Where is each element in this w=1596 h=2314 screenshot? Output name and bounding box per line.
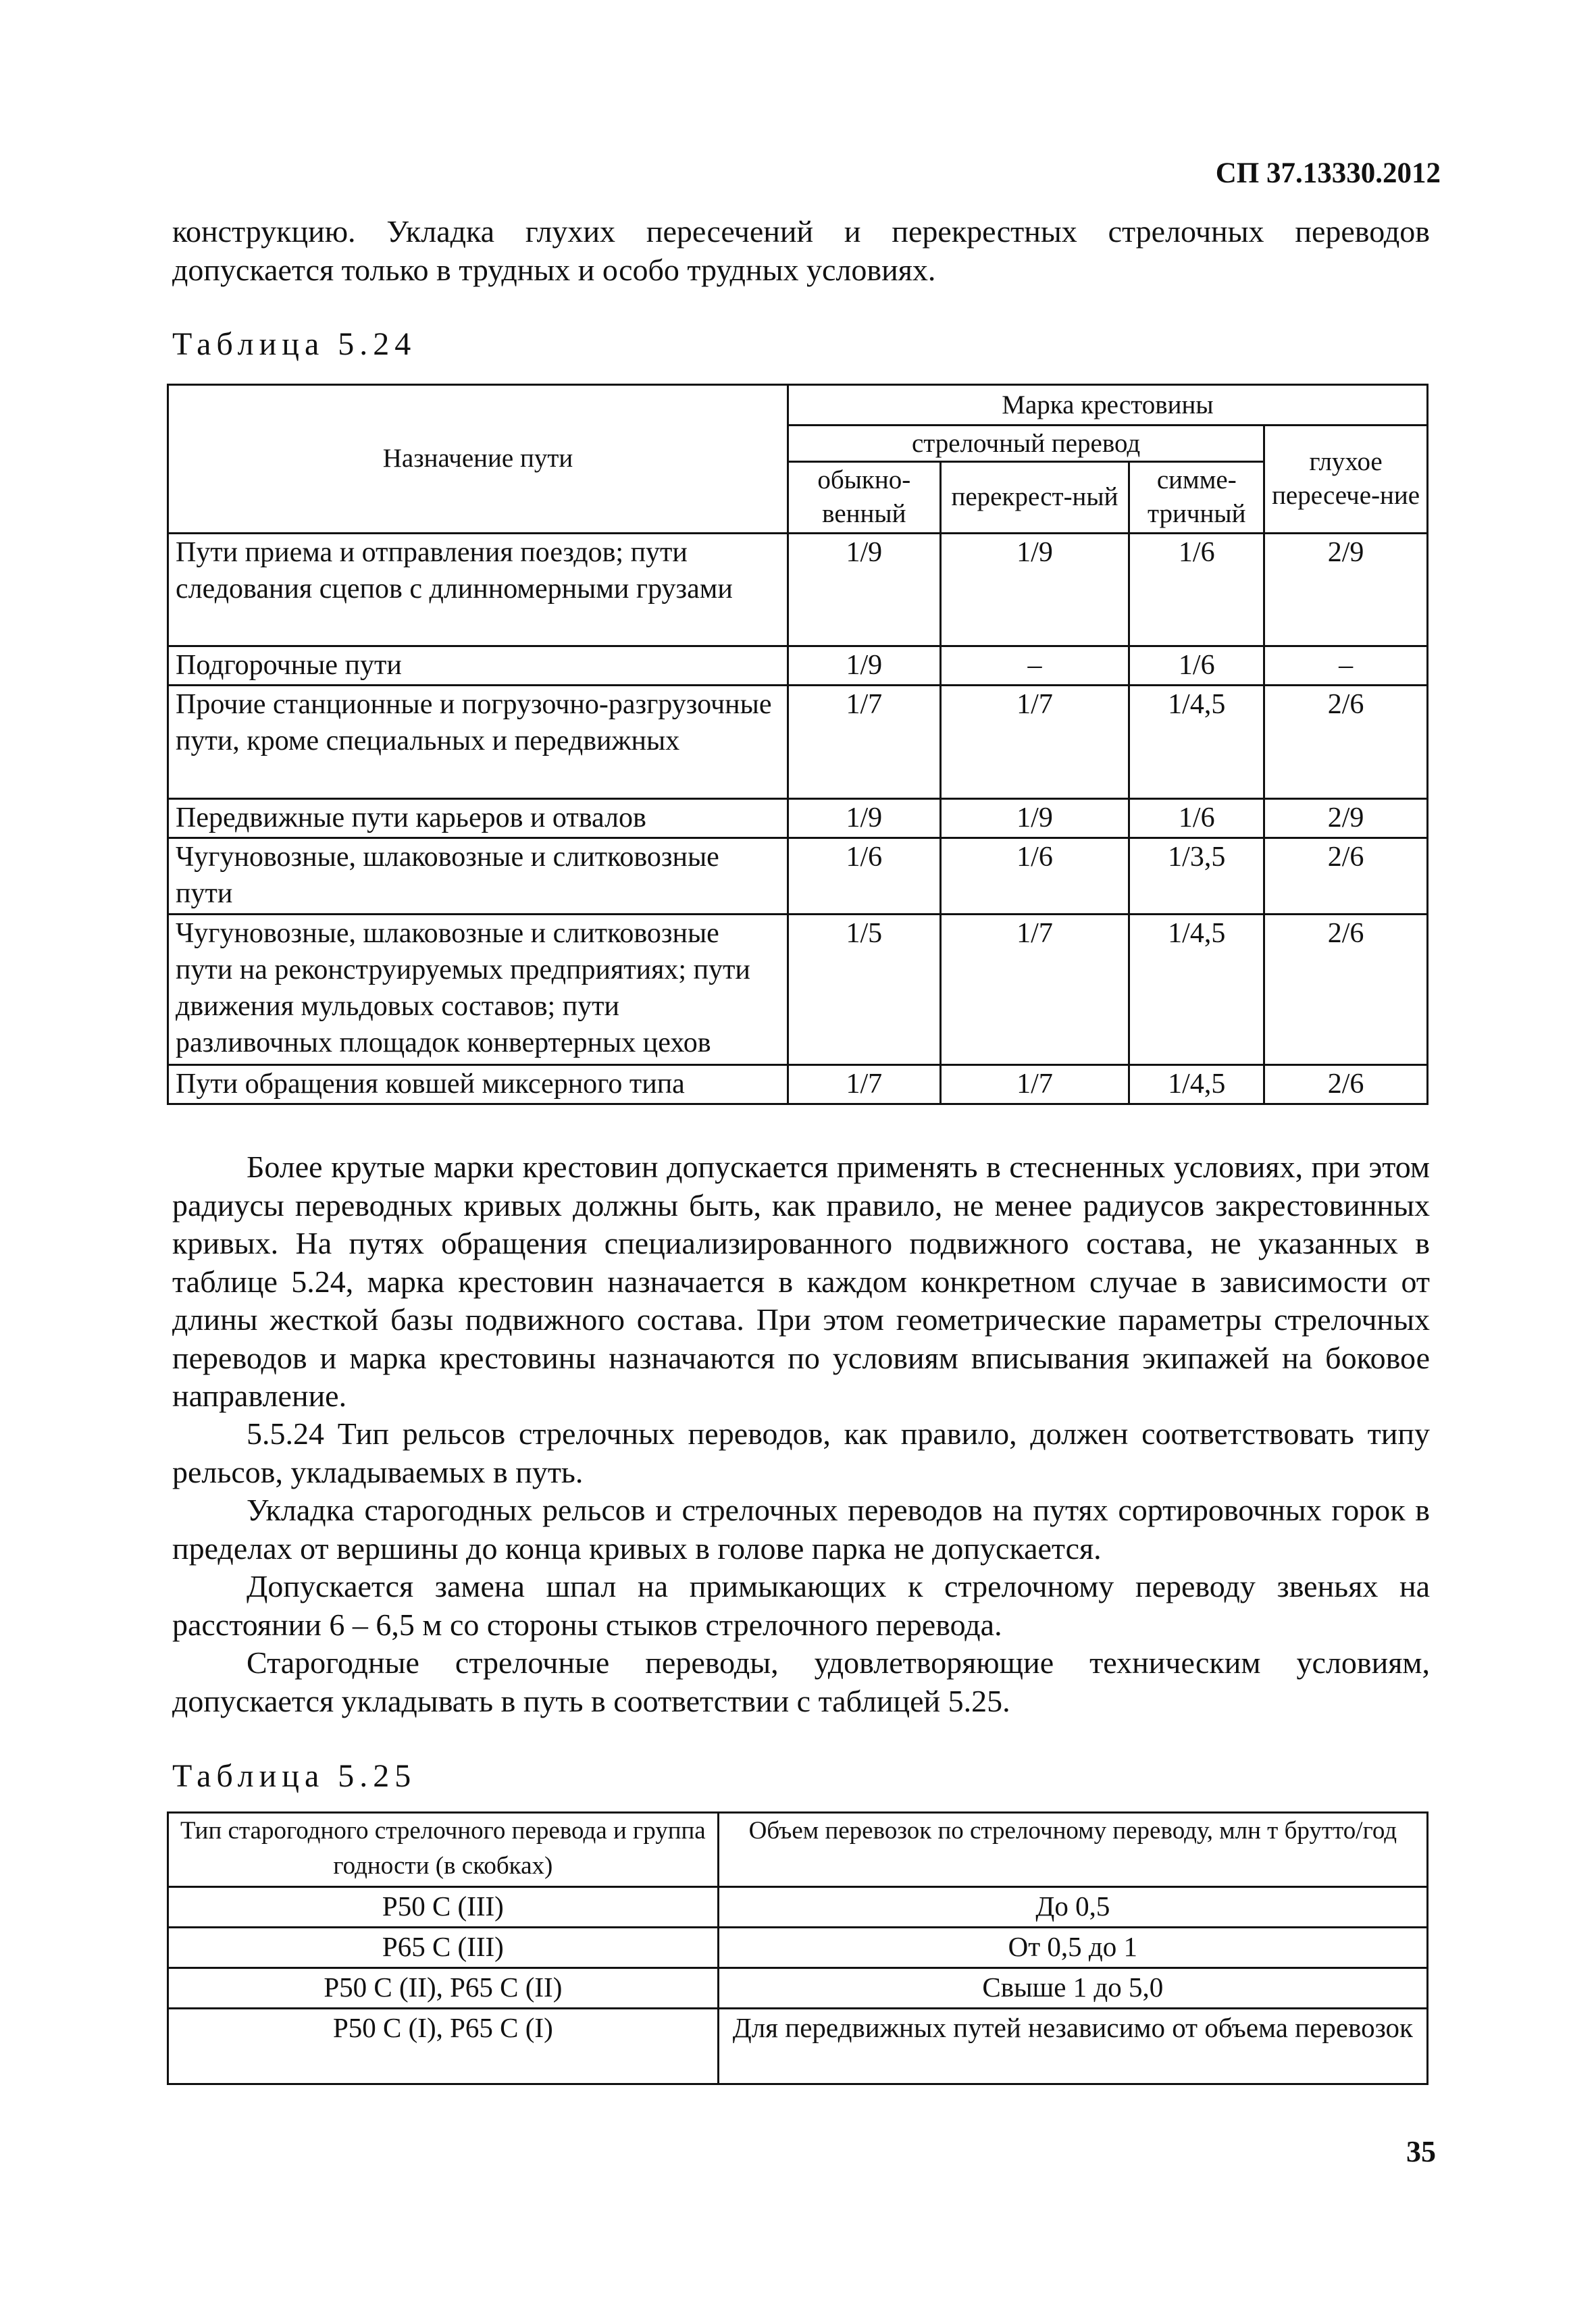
row-ordinary: 1/9 (788, 646, 940, 686)
row-symmetric: 1/4,5 (1129, 915, 1264, 1065)
paragraph-old-rails: Укладка старогодных рельсов и стрелочных переводов на путях сортировочных горок в пределах от вершины до конца кривых в голове парка не допускается. (172, 1493, 1430, 1566)
row-purpose: Прочие станционные и погрузочно-разгрузочные пути, кроме специальных и передвижных (168, 686, 788, 798)
table-row (168, 1887, 1428, 1928)
row-purpose: Пути приема и отправления поездов; пути следования сцепов с длинномерными грузами (168, 533, 788, 646)
table-row (168, 646, 1428, 686)
row-ordinary: 1/7 (788, 686, 940, 798)
row-ordinary: 1/7 (788, 1064, 940, 1104)
row-cross: 1/7 (940, 915, 1129, 1065)
document-code: СП 37.13330.2012 (1215, 157, 1441, 189)
row-diamond: – (1264, 646, 1428, 686)
header-cross: перекрест-ный (940, 462, 1129, 533)
table-row (168, 1064, 1428, 1104)
paragraph-sleepers: Допускается замена шпал на примыкающих к стрелочному переводу звеньях на расстоянии 6 – 6,5 м со стороны стыков стрелочного перевода. (172, 1569, 1430, 1642)
row-purpose: Подгорочные пути (168, 646, 788, 686)
header-turnout-type: Тип старогодного стрелочного перевода и группа годности (в скобках) (168, 1813, 719, 1887)
paragraph-old-turnouts: Старогодные стрелочные переводы, удовлетворяющие техническим условиям, допускается укладывать в путь в соответствии с таблицей 5.25. (172, 1645, 1430, 1718)
row-diamond: 2/9 (1264, 533, 1428, 646)
row-purpose: Передвижные пути карьеров и отвалов (168, 798, 788, 838)
paragraph-steep-frogs: Более крутые марки крестовин допускается применять в стесненных условиях, при этом радиусы переводных кривых должны быть, как правило, не менее радиусов закрестовинных кривых. На путях обращения специализированного подвижного состава, не указанных в таблице 5.24, марка крестовин назначается в каждом конкретном случае в зависимости от длины жесткой базы подвижного состава. При этом геометрические параметры стрелочных переводов и марка крестовины назначаются по условиям вписывания экипажей на боковое направление. (172, 1150, 1430, 1413)
page-number: 35 (1406, 2135, 1436, 2168)
table-row (168, 798, 1428, 838)
row-type: Р50 С (I), Р65 С (I) (168, 2009, 719, 2084)
table-5-24 (167, 384, 1428, 1105)
row-symmetric: 1/4,5 (1129, 1064, 1264, 1104)
table-row (168, 686, 1428, 798)
row-symmetric: 1/6 (1129, 646, 1264, 686)
row-volume: До 0,5 (718, 1887, 1427, 1928)
header-diamond: глухое пересече-ние (1264, 426, 1428, 533)
table-row (168, 2009, 1428, 2084)
row-diamond: 2/6 (1264, 686, 1428, 798)
row-symmetric: 1/6 (1129, 798, 1264, 838)
header-traffic-volume: Объем перевозок по стрелочному переводу, млн т брутто/год (718, 1813, 1427, 1887)
row-diamond: 2/6 (1264, 838, 1428, 914)
row-ordinary: 1/6 (788, 838, 940, 914)
row-purpose: Пути обращения ковшей миксерного типа (168, 1064, 788, 1104)
row-cross: – (940, 646, 1129, 686)
row-diamond: 2/6 (1264, 915, 1428, 1065)
paragraph-5-5-24: 5.5.24 Тип рельсов стрелочных переводов, как правило, должен соответствовать типу рельсов, укладываемых в путь. (172, 1416, 1430, 1489)
row-volume: Свыше 1 до 5,0 (718, 1968, 1427, 2009)
row-ordinary: 1/9 (788, 533, 940, 646)
table-row (168, 1968, 1428, 2009)
row-ordinary: 1/5 (788, 915, 940, 1065)
row-volume: От 0,5 до 1 (718, 1928, 1427, 1968)
row-diamond: 2/6 (1264, 1064, 1428, 1104)
table-row (168, 838, 1428, 914)
table-5-24-caption: Таблица 5.24 (172, 326, 417, 362)
row-volume: Для передвижных путей независимо от объема перевозок (718, 2009, 1427, 2084)
table-row (168, 1928, 1428, 1968)
row-cross: 1/6 (940, 838, 1129, 914)
table-5-25 (167, 1811, 1428, 2085)
header-frog-mark: Марка крестовины (788, 385, 1427, 426)
row-cross: 1/7 (940, 686, 1129, 798)
row-symmetric: 1/6 (1129, 533, 1264, 646)
table-row (168, 915, 1428, 1065)
header-turnout: стрелочный перевод (788, 426, 1264, 462)
row-type: Р50 С (III) (168, 1887, 719, 1928)
header-ordinary: обыкно-венный (788, 462, 940, 533)
header-symmetric: симме-тричный (1129, 462, 1264, 533)
row-cross: 1/7 (940, 1064, 1129, 1104)
row-symmetric: 1/4,5 (1129, 686, 1264, 798)
row-symmetric: 1/3,5 (1129, 838, 1264, 914)
row-cross: 1/9 (940, 798, 1129, 838)
row-type: Р65 С (III) (168, 1928, 719, 1968)
row-purpose: Чугуновозные, шлаковозные и слитковозные пути (168, 838, 788, 914)
row-purpose: Чугуновозные, шлаковозные и слитковозные пути на реконструируемых предприятиях; пути движения мульдовых составов; пути разливочных площадок конвертерных цехов (168, 915, 788, 1065)
header-purpose: Назначение пути (168, 385, 788, 534)
intro-paragraph: конструкцию. Укладка глухих пересечений и перекрестных стрелочных переводов допускается только в трудных и особо трудных условиях. (172, 214, 1430, 287)
row-diamond: 2/9 (1264, 798, 1428, 838)
row-ordinary: 1/9 (788, 798, 940, 838)
row-cross: 1/9 (940, 533, 1129, 646)
table-5-25-caption: Таблица 5.25 (172, 1758, 417, 1794)
row-type: Р50 С (II), Р65 С (II) (168, 1968, 719, 2009)
table-row (168, 533, 1428, 646)
